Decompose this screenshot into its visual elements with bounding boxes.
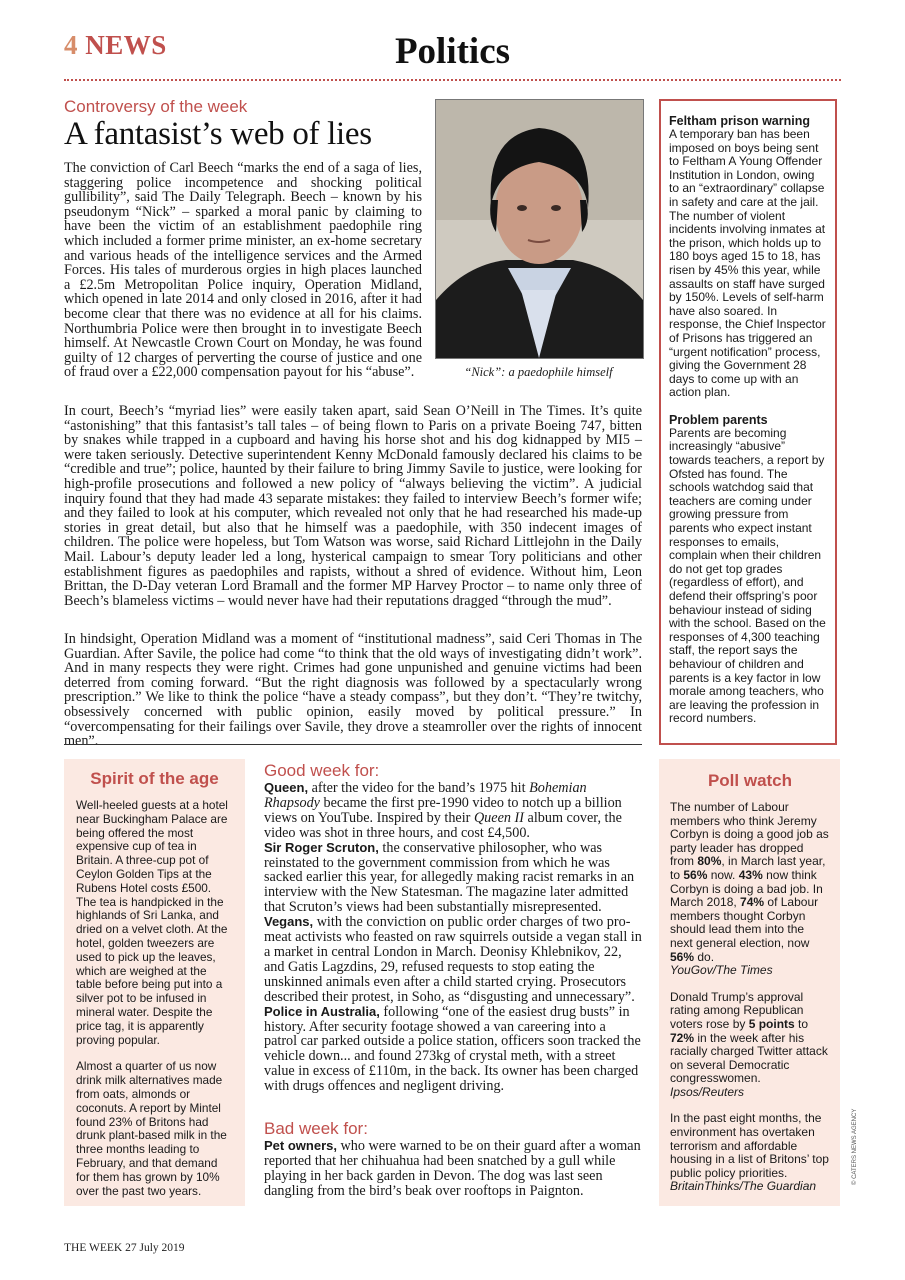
parents-title: Problem parents (669, 412, 768, 427)
poll-item-1: The number of Labour members who think Jeremy Corbyn is doing a good job as party leader has dropped from 80%, in March last year, to 56% now. 43% now think Corbyn is doing a bad job. In March 2018, 74% of Labour members thought Corbyn should lead them into the next general election, now 56% do. YouGov/The Times (670, 800, 829, 978)
page-title: Politics (394, 31, 511, 72)
story-paragraph-1: The conviction of Carl Beech “marks the end of a saga of lies, staggering police incompetence and shocking political gullibility”, said The Daily Telegraph. Beech – known by his pseudonym “Nick” – sparked a moral panic by claiming to have been the victim of an establishment paedophile ring which included a former prime minister, an ex-home secretary and various heads of the intelligence services and the Armed Forces. His tales of murderous orgies in high places launched a £2.5m Metropolitan Police inquiry, Operation Midland, which opened in late 2014 and only closed in 2016, after it had become clear that there was no evidence at all for his claims. Northumbria Police were then brought in to investigate Beech himself. At Newcastle Crown Court on Monday, he was found guilty of 12 charges of perverting the course of justice and one of fraud over a £22,000 compensation payout for his “abuse”. (64, 160, 422, 381)
news-briefs-box (659, 99, 837, 745)
good-week-item (264, 915, 642, 1004)
poll-watch-box (659, 759, 840, 1206)
item-text: who were warned to be on their guard after a woman reported that her chihuahua had been snatched by a gull while playing in her back garden in Devon. The dog was last seen dangling from the bird’s beak over rooftops in Paignton. (264, 1138, 641, 1199)
item-text: after the video for the band’s 1975 hit (308, 780, 530, 796)
item-lead: Vegans, (264, 914, 314, 930)
section-name: NEWS (85, 30, 167, 60)
poll-source: YouGov/The Times (670, 963, 773, 978)
spirit-text-2: Almost a quarter of us now drink milk alternatives made from oats, almonds or coconuts. A report by Mintel found 23% of Britons had drunk plant-based milk in the three months leading to February, and that demand for them has grown by 10% over the past two years. (76, 1059, 227, 1198)
item-emphasis: Queen II (473, 809, 524, 826)
good-week-item (264, 781, 642, 841)
good-week-section (264, 761, 642, 1094)
spirit-title: Spirit of the age (90, 769, 219, 788)
story-divider (64, 744, 642, 745)
feltham-title: Feltham prison warning (669, 114, 810, 128)
item-text: with the conviction on public order charges of two pro-meat activists who feasted on raw squirrels outside a vegan stall in a market in central London in March. Deonisy Khlebnikov, 22, and Gatis Lagzdins, 29, refused requests to stop eating the unskinned animals even after a child started crying. Prosecutors described their protest, in Soho, as “disgusting and unnecessary”. (264, 914, 642, 1005)
poll-item-3: In the past eight months, the environment has overtaken terrorism and affordable housing in a list of Britons’ top public policy priorities. BritainThinks/The Guardian (670, 1111, 829, 1194)
bad-week-section (264, 1119, 642, 1199)
item-text: became the first pre-1990 video to notch up a billion views on YouTube. Inspired by their (264, 794, 622, 826)
spirit-text-1: Well-heeled guests at a hotel near Buckingham Palace are being offered the most expensive cup of tea in Britain. A three-cup pot of Ceylon Golden Tips at the Rubens Hotel costs £500. The tea is handpicked in the highlands of Sri Lanka, and dried on a velvet cloth. At the hotel, golden tweezers are used to pick up the leaves, which are weighed at the table before being put into a silver pot to be infused in mineral water. Despite the price tag, it is apparently proving popular. (76, 798, 228, 1047)
page-footer: THE WEEK 27 July 2019 (64, 1242, 185, 1254)
poll-source: BritainThinks/The Guardian (670, 1179, 817, 1194)
item-lead: Police in Australia, (264, 1003, 380, 1019)
bad-week-item (264, 1139, 642, 1199)
parents-text: Parents are becoming increasingly “abusive” towards teachers, a report by Ofsted has found. The schools watchdog said that teachers are coming under growing pressure from parents who expect instant responses to emails, complain when their children do not get top grades (regardless of effort), and defend their offspring’s poor behaviour instead of siding with the school. Based on the responses of 4,300 teaching staff, the report says the behaviour of children and parents is a key factor in low morale among teachers, who are leaving the profession in record numbers. (669, 425, 826, 726)
feltham-text: A temporary ban has been imposed on boys being sent to Feltham A Young Offender Institution in London, owing to an “extraordinary” collapse in safety and care at the jail. The number of violent incidents involving inmates at the prison, which holds up to 180 boys aged 15 to 18, has risen by 45% this year, while assaults on staff have surged by 150%. Levels of self-harm have also soared. In response, the Chief Inspector of Prisons has triggered an “urgent notification” process, giving the Government 28 days to come up with an action plan. (669, 127, 826, 400)
photo-caption: “Nick”: a paedophile himself (464, 365, 613, 379)
section-number: 4 (64, 30, 78, 60)
story-paragraph-2: In court, Beech’s “myriad lies” were easily taken apart, said Sean O’Neill in The Times. It’s quite “astonishing” that this fantasist’s tall tales – of being flown to Paris on a private Boeing 747, bitten by snakes while trapped in a cupboard and having his horse shot and his dog kidnapped by MI5 – were taken seriously. Detective superintendent Kenny McDonald famously declared his claims to be “credible and true”; police, haunted by their failure to bring Jimmy Savile to justice, were looking for high-profile prosecutions and followed a new policy of “always believing the victim”. A judicial inquiry found that they had made 43 separate mistakes: they failed to interview Beech’s former wife; and they failed to look at his computer, which revealed not only that he had researched his made-up stories in great detail, but also that he himself was a paedophile, with 350 indecent images of children. The police were hopeless, but Tom Watson was worse, said Richard Littlejohn in the Daily Mail. Labour’s deputy leader led a long, hysterical campaign to smear Tory politicians and other establishment figures as paedophiles and rapists, without a shred of evidence. Without him, Leon Brittan, the D-Day veteran Lord Bramall and the former MP Harvey Proctor – to name only three of Beech’s blameless victims – would never have had their reputations dragged “through the mud”. (64, 403, 642, 609)
poll-title: Poll watch (707, 771, 793, 790)
poll-source: Ipsos/Reuters (670, 1084, 745, 1099)
item-lead: Queen, (264, 780, 309, 795)
spirit-of-the-age-box (64, 759, 245, 1206)
photo-credit: © CATERS NEWS AGENCY (852, 1108, 858, 1185)
story-photo (435, 99, 644, 359)
good-week-item (264, 1005, 642, 1094)
story-kicker: Controversy of the week (64, 97, 248, 116)
item-lead: Sir Roger Scruton, (264, 839, 379, 855)
story-headline: A fantasist’s web of lies (64, 116, 372, 152)
item-text: the conservative philosopher, who was reinstated to the government commission from which he was sacked earlier this year, for allegedly making racist remarks in an interview with the New Statesman. The magazine later admitted that Scruton’s views had been substantially misrepresented. (264, 839, 635, 916)
item-emphasis: Bohemian Rhapsody (264, 780, 587, 811)
good-week-item (264, 841, 642, 916)
portrait-image (436, 100, 643, 358)
item-text: following “one of the easiest drug busts” in history. After security footage showed a van careering into a patrol car parked outside a police station, officers soon tracked the vehicle down... and found 273kg of crystal meth, with a street value in excess of £110m, in the back. Its owner has been charged with drugs offences and negligent driving. (264, 1003, 641, 1095)
story-paragraph-3: In hindsight, Operation Midland was a moment of “institutional madness”, said Ceri Thomas in The Guardian. After Savile, the police had come “to think that the old ways of investigating didn’t work”. And in many respects they were right. Crimes had gone unpunished and genuine victims had been deterred from coming forward. “But the right diagnosis was followed by a spectacularly wrong prescription.” We like to think the police “have a steady compass”, but they don’t. “They’re twitchy, obsessively concerned with public opinion, easily moved by political pressure.” In “overcompensating for their failings over Savile, they drove a steamroller over the rights of innocent men”. (64, 631, 642, 750)
item-lead: Pet owners, (264, 1138, 337, 1153)
good-week-title: Good week for: (264, 761, 380, 780)
poll-item-2: Donald Trump’s approval rating among Republican voters rose by 5 points to 72% in the week after his racially charged Twitter attack on several Democratic congresswomen. Ipsos/Reuters (670, 989, 828, 1099)
bad-week-title: Bad week for: (264, 1119, 368, 1138)
item-text: album cover, the video was shot in three hours, and cost £4,500. (264, 809, 622, 841)
header-divider (64, 79, 841, 81)
